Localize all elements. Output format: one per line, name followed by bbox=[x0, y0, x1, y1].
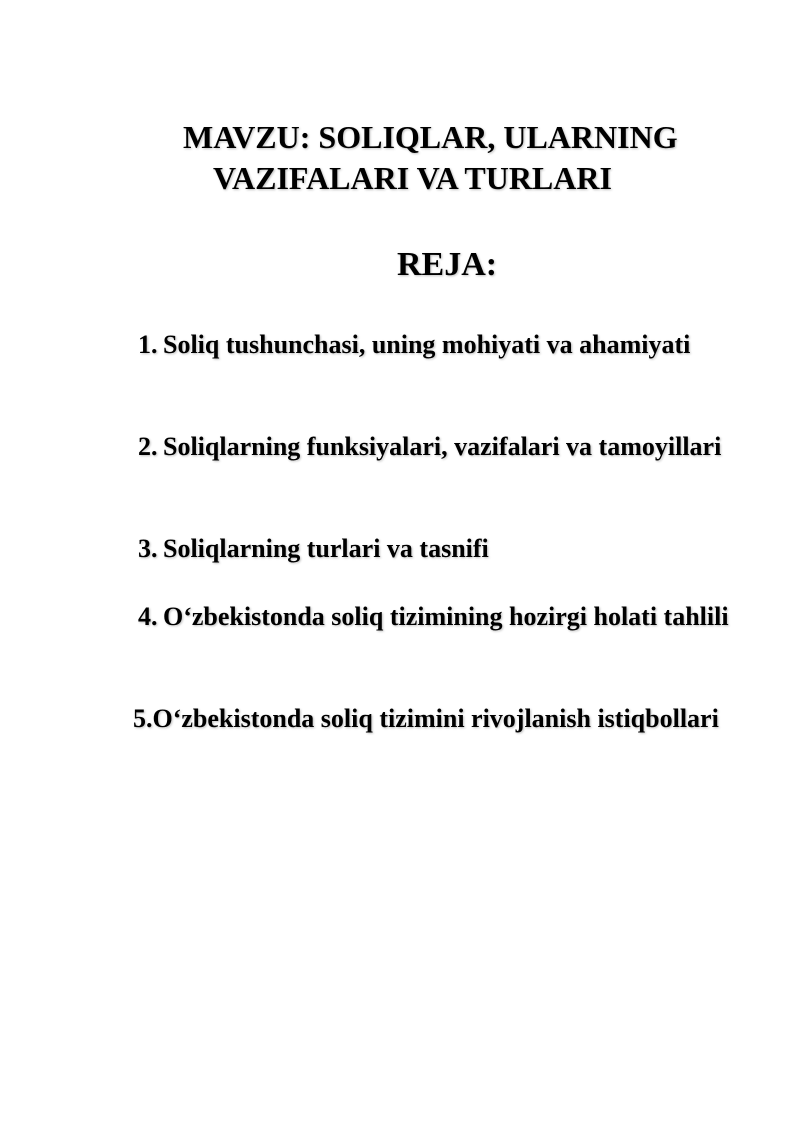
plan-item-2 bbox=[138, 430, 742, 464]
plan-item-text: Soliqlarning funksiyalari, vazifalari va tamoyillari bbox=[163, 432, 722, 461]
plan-item-paragraph bbox=[133, 702, 742, 736]
plan-item-number: 3. bbox=[138, 534, 158, 563]
plan-heading: REJA: bbox=[397, 246, 498, 283]
plan-item-number: 5. bbox=[133, 704, 153, 733]
plan-item-1 bbox=[138, 328, 742, 362]
topic-title-line-2: VAZIFALARI VA TURLARI bbox=[213, 160, 612, 196]
plan-item-5 bbox=[133, 702, 742, 736]
plan-item-number: 1. bbox=[138, 330, 158, 359]
plan-item-text: Soliqlarning turlari va tasnifi bbox=[163, 534, 489, 563]
plan-item-4 bbox=[138, 600, 742, 634]
plan-item-number: 4. bbox=[138, 602, 158, 631]
plan-item-3 bbox=[138, 532, 742, 566]
topic-title-line-1: MAVZU: SOLIQLAR, ULARNING bbox=[183, 119, 678, 155]
plan-item-text: O‘zbekistonda soliq tizimini rivojlanish istiqbollari bbox=[152, 704, 719, 733]
plan-item-text: O‘zbekistonda soliq tizimining hozirgi holati tahlili bbox=[163, 602, 729, 631]
plan-item-text: Soliq tushunchasi, uning mohiyati va ahamiyati bbox=[163, 330, 691, 359]
plan-item-number: 2. bbox=[138, 432, 158, 461]
